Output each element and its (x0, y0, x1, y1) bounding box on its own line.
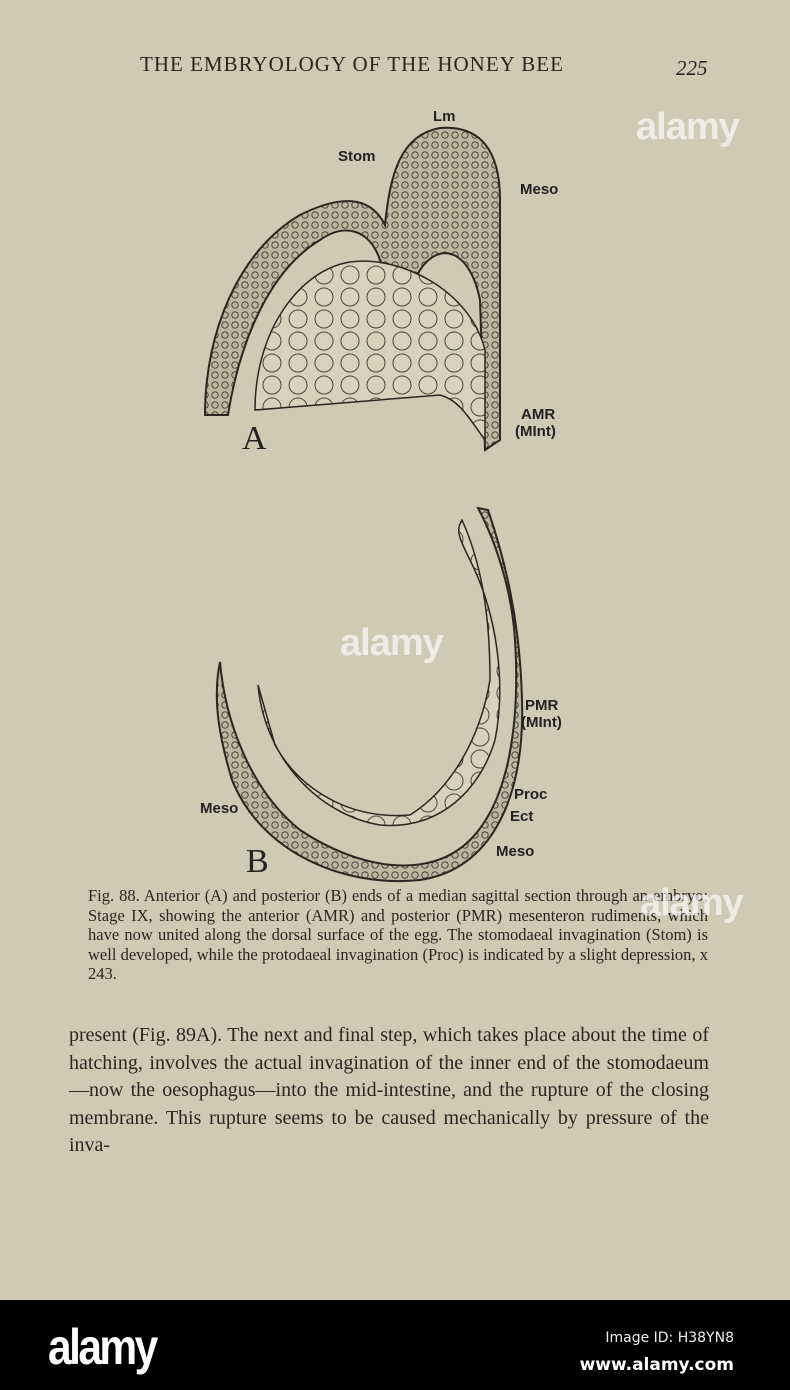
figure-caption: Fig. 88. Anterior (A) and posterior (B) ends of a median sagittal section through an embryo; Stage IX, showing the anterior (AMR) and posterior (PMR) mesenteron rudiments, which have now united along the dorsal surface of the egg. The stomodaeal invagination (Stom) is well developed, while the protodaeal invagination (Proc) is indicated by a slight depression, x 243. (88, 886, 708, 983)
watermark: alamy (636, 106, 739, 148)
page-number: 225 (676, 56, 708, 80)
label-lm: Lm (433, 108, 456, 125)
running-header: THE EMBRYOLOGY OF THE HONEY BEE (140, 52, 564, 76)
label-pmr: PMR (525, 697, 559, 714)
label-amr: AMR (521, 406, 556, 423)
label-meso-left: Meso (200, 800, 239, 817)
label-mint-a: (MInt) (515, 423, 556, 440)
figure-b-drawing (217, 508, 522, 881)
label-proc: Proc (514, 786, 548, 803)
site-url: www.alamy.com (579, 1355, 734, 1375)
image-id: Image ID: H38YN8 (605, 1330, 734, 1346)
watermark: alamy (340, 622, 443, 664)
label-mint-b: (MInt) (521, 714, 562, 731)
panel-label-a: A (242, 420, 267, 457)
body-paragraph: present (Fig. 89A). The next and final step, which takes place about the time of hatching, involves the actual invagination of the inner end of the stomodaeum—now the oesophagus—into the mid-intestine, and the rupture of the closing membrane. This rupture seems to be caused mechanically by pressure of the inva- (69, 1024, 709, 1156)
label-meso-a: Meso (520, 181, 559, 198)
label-stom: Stom (338, 148, 376, 165)
panel-label-b: B (246, 843, 269, 880)
figure-a-drawing (205, 128, 500, 450)
watermark: alamy (640, 882, 743, 924)
label-ect: Ect (510, 808, 534, 825)
label-meso-bottom: Meso (496, 843, 535, 860)
footer-bar (0, 1300, 790, 1390)
alamy-logo: alamy (48, 1319, 156, 1375)
